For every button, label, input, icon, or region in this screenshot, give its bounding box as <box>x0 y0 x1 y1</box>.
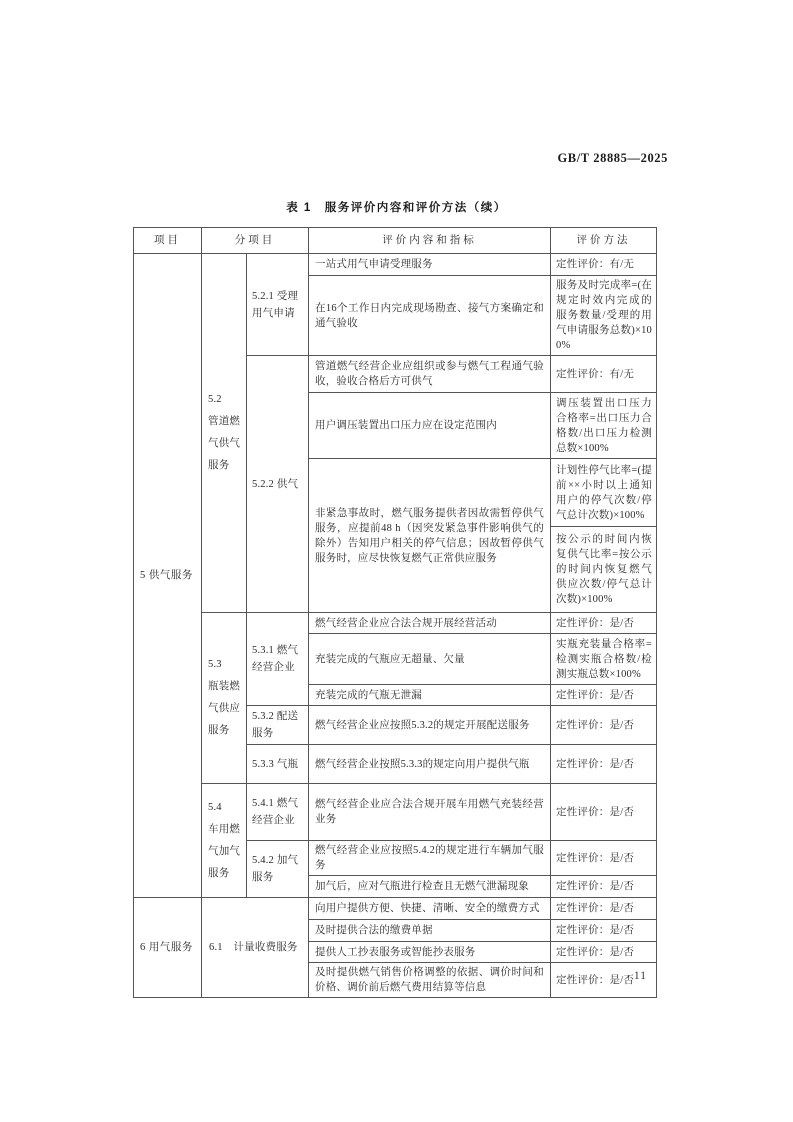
subitem-cell-5-3-2: 5.3.2 配送服务 <box>247 706 309 745</box>
method-cell: 定性评价：是/否 <box>551 920 657 942</box>
table-title: 表 1 服务评价内容和评价方法（续） <box>286 202 507 214</box>
item-cell-6: 6 用气服务 <box>134 898 202 998</box>
table-row <box>134 613 657 634</box>
method-cell: 计划性停气比率=(提前××小时以上通知用户的停气次数/停气总计次数)×100% <box>551 459 657 527</box>
content-cell: 充装完成的气瓶无泄漏 <box>309 685 551 706</box>
subitem-cell-5-4 <box>202 784 247 898</box>
subitem-number: 5.3 <box>208 659 222 670</box>
method-cell: 服务及时完成率=(在规定时效内完成的服务数量/受理的用气申请服务总数)×100% <box>551 276 657 356</box>
content-cell: 管道燃气经营企业应组织或参与燃气工程通气验收，验收合格后方可供气 <box>309 356 551 393</box>
content-cell: 燃气经营企业应合法合规开展车用燃气充装经营业务 <box>309 784 551 841</box>
subitem-cell-5-3-1: 5.3.1 燃气经营企业 <box>247 613 309 706</box>
content-cell: 充装完成的气瓶应无超量、欠量 <box>309 634 551 685</box>
subitem-cell-5-2-1: 5.2.1 受理用气申请 <box>247 254 309 356</box>
method-cell: 调压装置出口压力合格率=出口压力合格数/出口压力检测总数×100% <box>551 393 657 459</box>
method-cell: 按公示的时间内恢复供气比率=按公示的时间内恢复燃气供应次数/停气总计次数)×100% <box>551 527 657 613</box>
content-cell: 及时提供合法的缴费单据 <box>309 920 551 942</box>
header-cell-method: 评价方法 <box>551 228 657 254</box>
header-cell-subitem: 分项目 <box>202 228 309 254</box>
subitem-number: 5.2 <box>208 394 222 405</box>
content-cell: 燃气经营企业应按照5.3.2的规定开展配送服务 <box>309 706 551 745</box>
content-cell: 提供人工抄表服务或智能抄表服务 <box>309 942 551 963</box>
evaluation-table <box>133 227 657 998</box>
content-cell: 及时提供燃气销售价格调整的依据、调价时间和价格、调价前后燃气费用结算等信息 <box>309 963 551 998</box>
subitem-cell-5-4-1: 5.4.1 燃气经营企业 <box>247 784 309 841</box>
subitem-cell-5-3 <box>202 613 247 784</box>
method-cell: 定性评价：是/否 <box>551 706 657 745</box>
method-cell: 定性评价：是/否 <box>551 685 657 706</box>
table-header-row <box>134 228 657 254</box>
method-cell: 定性评价：是/否 <box>551 963 657 998</box>
subitem-cell-5-4-2: 5.4.2 加气服务 <box>247 841 309 898</box>
header-cell-content: 评价内容和指标 <box>309 228 551 254</box>
table-row <box>134 784 657 841</box>
method-cell: 定性评价：有/无 <box>551 356 657 393</box>
method-cell: 定性评价：有/无 <box>551 254 657 276</box>
table-row <box>134 898 657 920</box>
subitem-cell-6-1: 6.1 计量收费服务 <box>202 898 309 998</box>
method-cell: 定性评价：是/否 <box>551 942 657 963</box>
content-cell: 用户调压装置出口压力应在设定范围内 <box>309 393 551 459</box>
subitem-number: 5.4 <box>208 801 222 813</box>
method-cell: 定性评价：是/否 <box>551 898 657 920</box>
content-cell: 非紧急事故时，燃气服务提供者因故需暂停供气服务，应提前48 h（因突发紧急事件影响供气的除外）告知用户相关的停气信息；因故暂停供气服务时，应尽快恢复燃气正常供应服务 <box>309 459 551 613</box>
content-cell: 燃气经营企业应按照5.4.2的规定进行车辆加气服务 <box>309 841 551 876</box>
header-cell-item: 项目 <box>134 228 202 254</box>
item-cell-5: 5 供气服务 <box>134 254 202 898</box>
method-cell: 定性评价：是/否 <box>551 876 657 898</box>
method-cell: 定性评价：是/否 <box>551 784 657 841</box>
subitem-name: 车用燃气加气服务 <box>208 823 241 879</box>
doc-number-text: GB/T 28885—2025 <box>557 151 668 165</box>
table-row <box>134 254 657 276</box>
method-cell: 定性评价：是/否 <box>551 745 657 784</box>
subitem-cell-5-3-3: 5.3.3 气瓶 <box>247 745 309 784</box>
content-cell: 加气后，应对气瓶进行检查且无燃气泄漏现象 <box>309 876 551 898</box>
content-cell: 燃气经营企业按照5.3.3的规定向用户提供气瓶 <box>309 745 551 784</box>
page-number: 11 <box>633 970 647 982</box>
subitem-cell-5-2-2: 5.2.2 供气 <box>247 356 309 613</box>
content-cell: 在16个工作日内完成现场勘查、接气方案确定和通气验收 <box>309 276 551 356</box>
subitem-name: 瓶装燃气供应服务 <box>208 681 241 736</box>
content-cell: 一站式用气申请受理服务 <box>309 254 551 276</box>
method-cell: 实瓶充装量合格率=检测实瓶合格数/检测实瓶总数×100% <box>551 634 657 685</box>
content-cell: 向用户提供方便、快捷、清晰、安全的缴费方式 <box>309 898 551 920</box>
subitem-name: 管道燃气供气服务 <box>208 416 241 471</box>
method-cell: 定性评价：是/否 <box>551 613 657 634</box>
method-cell: 定性评价：是/否 <box>551 841 657 876</box>
content-cell: 燃气经营企业应合法合规开展经营活动 <box>309 613 551 634</box>
subitem-cell-5-2 <box>202 254 247 613</box>
